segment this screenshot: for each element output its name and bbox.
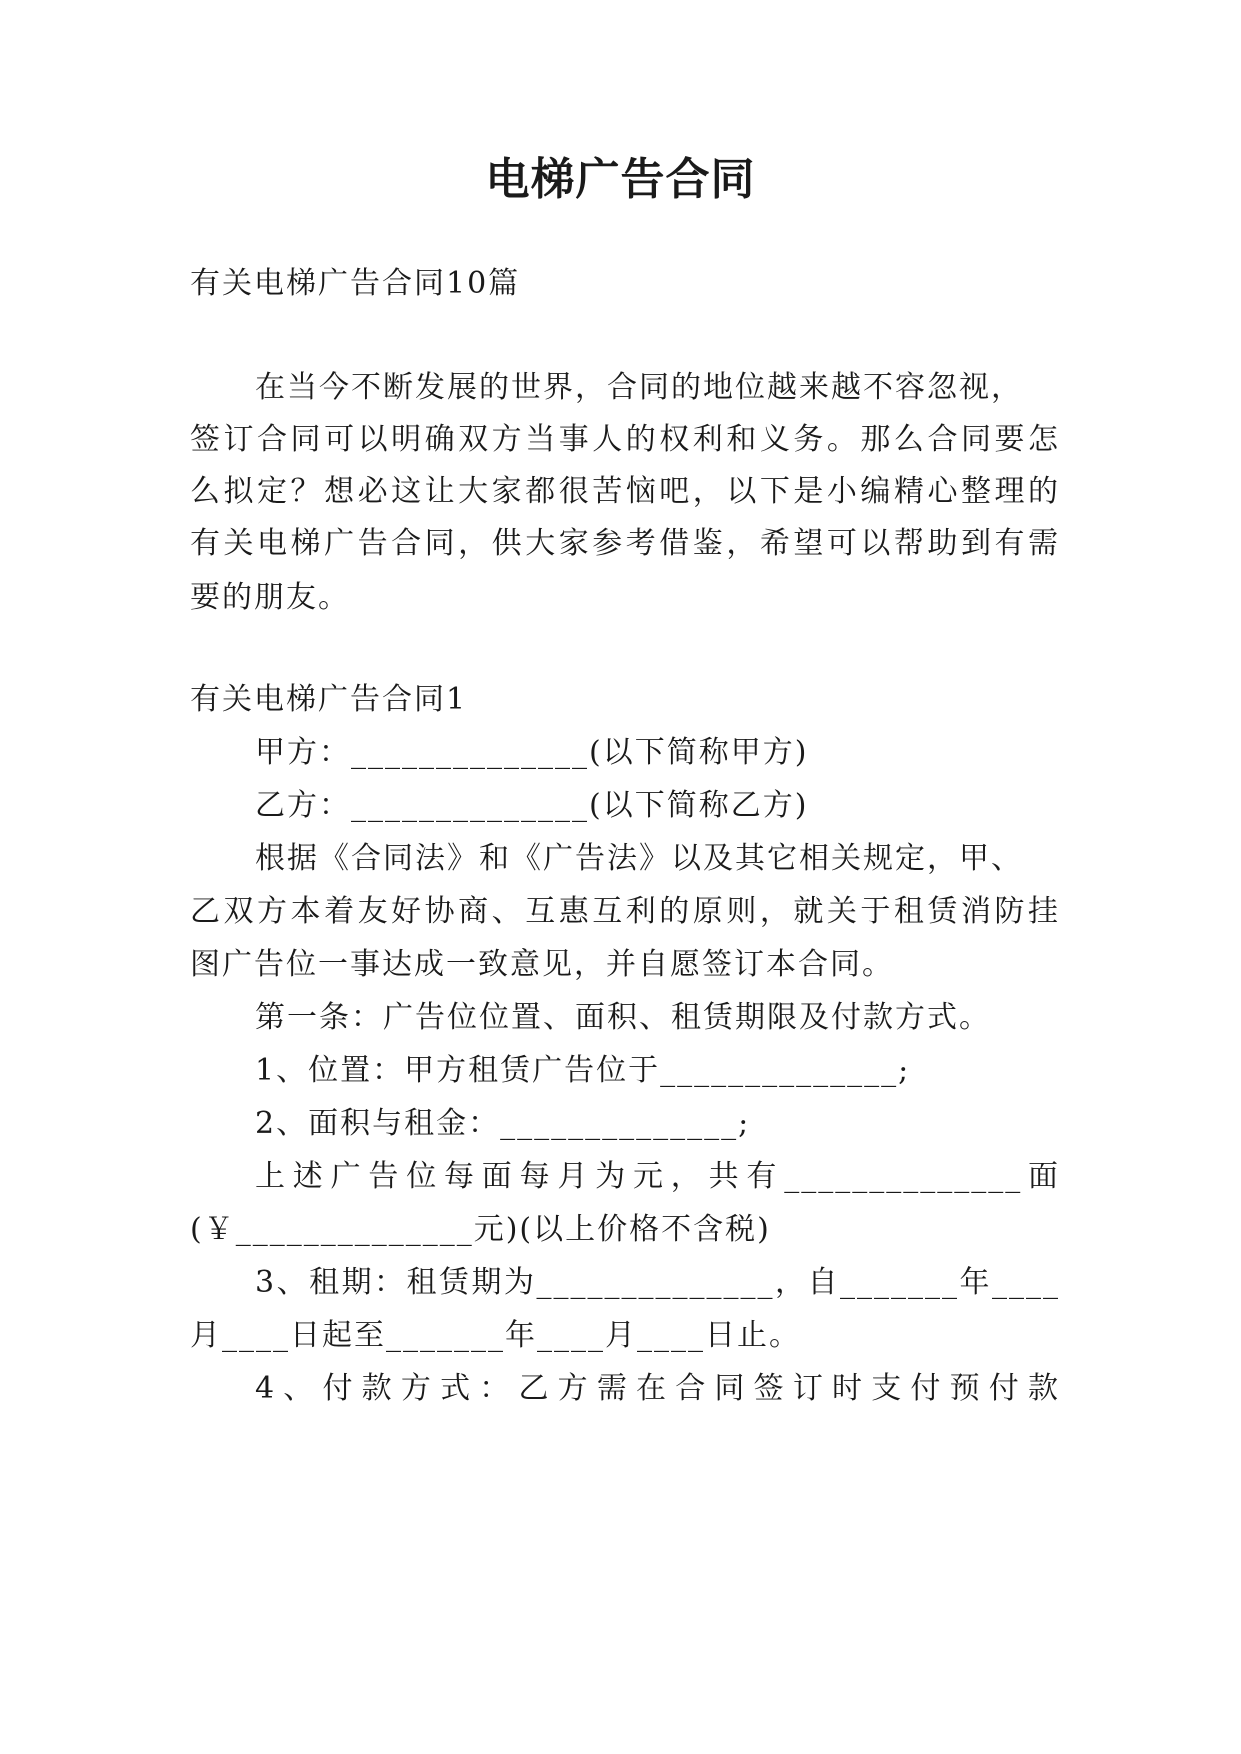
clause-area-rent: 2、面积与租金：______________; (255, 1106, 751, 1141)
intro-line-5: 要的朋友。 (190, 580, 350, 615)
basis-line-1: 根据《合同法》和《广告法》以及其它相关规定，甲、 (255, 841, 1023, 876)
document-title: 电梯广告合同 (485, 154, 756, 205)
clause-term-line-1: 3、租期：租赁期为______________，自_______年____ (255, 1265, 1060, 1300)
party-a-line: 甲方：______________(以下简称甲方) (255, 735, 809, 770)
intro-line-1: 在当今不断发展的世界，合同的地位越来越不容忽视， (255, 370, 1023, 405)
basis-line-3: 图广告位一事达成一致意见，并自愿签订本合同。 (190, 947, 894, 982)
intro-line-2: 签订合同可以明确双方当事人的权利和义务。那么合同要怎 (190, 422, 1060, 457)
basis-line-2: 乙双方本着友好协商、互惠互利的原则，就关于租赁消防挂 (190, 894, 1060, 929)
subtitle: 有关电梯广告合同10篇 (190, 266, 521, 301)
clause-location: 1、位置：甲方租赁广告位于______________; (255, 1053, 911, 1088)
clause-payment-line-1: 4、付款方式：乙方需在合同签订时支付预付款 (255, 1371, 1060, 1406)
clause-price-line-2: (￥______________元)(以上价格不含税) (190, 1212, 771, 1247)
article-1-heading: 第一条：广告位位置、面积、租赁期限及付款方式。 (255, 1000, 991, 1035)
intro-line-3: 么拟定？想必这让大家都很苦恼吧，以下是小编精心整理的 (190, 474, 1060, 509)
clause-term-line-2: 月____日起至_______年____月____日止。 (190, 1318, 801, 1353)
party-b-line: 乙方：______________(以下简称乙方) (255, 788, 809, 823)
clause-price-line-1: 上述广告位每面每月为元，共有______________面 (255, 1159, 1060, 1194)
section-heading: 有关电梯广告合同1 (190, 682, 468, 717)
intro-line-4: 有关电梯广告合同，供大家参考借鉴，希望可以帮助到有需 (190, 526, 1060, 561)
